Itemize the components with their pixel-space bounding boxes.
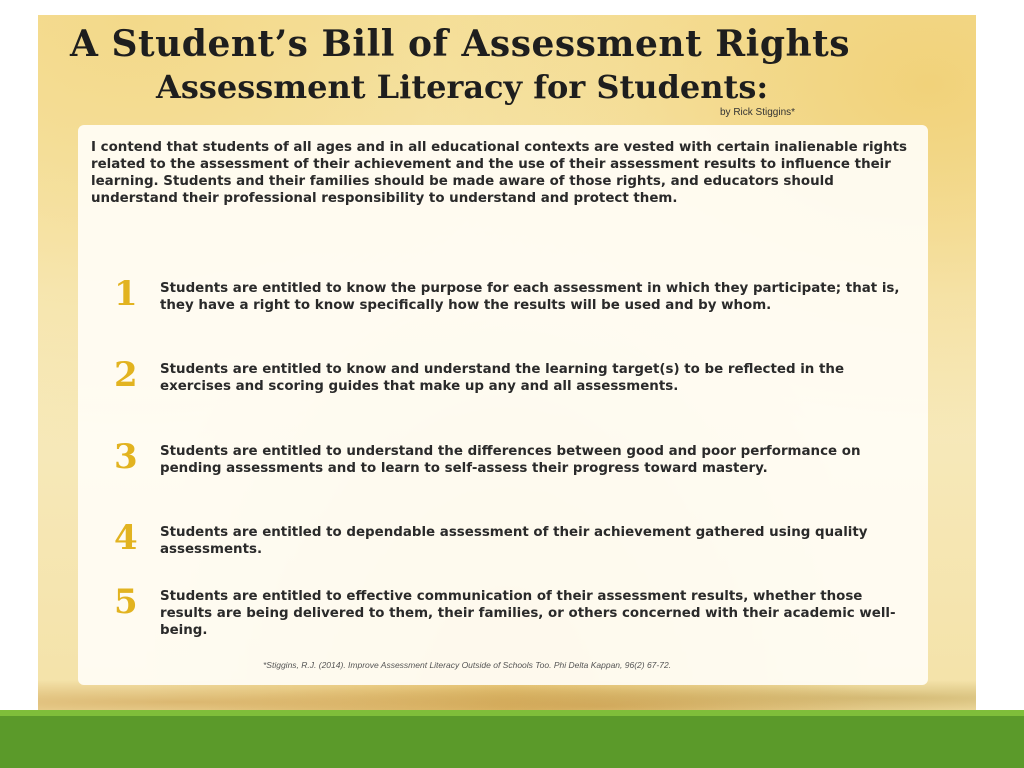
- intro-paragraph: I contend that students of all ages and in all educational contexts are vested with certain inalienable rights related to the assessment of their achievement and the use of their assessment results to influence their learning. Students and their families should be made aware of those rights, and educators should understand their professional responsibility to understand and protect them.: [91, 140, 908, 206]
- right-text: Students are entitled to know the purpose for each assessment in which they participate; that is, they have a right to know specifically how the results will be used and by whom.: [160, 281, 900, 313]
- right-text: Students are entitled to understand the differences between good and poor performance on pending assessments and to learn to self-assess their progress toward mastery.: [160, 444, 861, 476]
- poster-subtitle: Assessment Literacy for Students:: [156, 68, 769, 106]
- right-number: 1: [114, 274, 138, 314]
- right-number: 2: [114, 355, 138, 395]
- right-number: 4: [114, 518, 138, 558]
- right-text: Students are entitled to dependable assessment of their achievement gathered using quality assessments.: [160, 525, 868, 557]
- poster-byline: by Rick Stiggins*: [720, 107, 796, 118]
- right-number: 5: [114, 582, 138, 622]
- right-number: 3: [114, 437, 138, 477]
- poster-title: A Student’s Bill of Assessment Rights: [70, 23, 851, 65]
- footer-bar: [0, 716, 1024, 768]
- right-text: Students are entitled to effective communication of their assessment results, whether those results are being delivered to them, their families, or others concerned with their academic well-being.: [160, 589, 896, 638]
- content-panel: [78, 125, 928, 685]
- right-text: Students are entitled to know and understand the learning target(s) to be reflected in the exercises and scoring guides that make up any and all assessments.: [160, 362, 845, 394]
- poster-image: [38, 15, 976, 710]
- citation-footnote: *Stiggins, R.J. (2014). Improve Assessment Literacy Outside of Schools Too. Phi Delta Kappan, 96(2) 67-72.: [263, 660, 672, 670]
